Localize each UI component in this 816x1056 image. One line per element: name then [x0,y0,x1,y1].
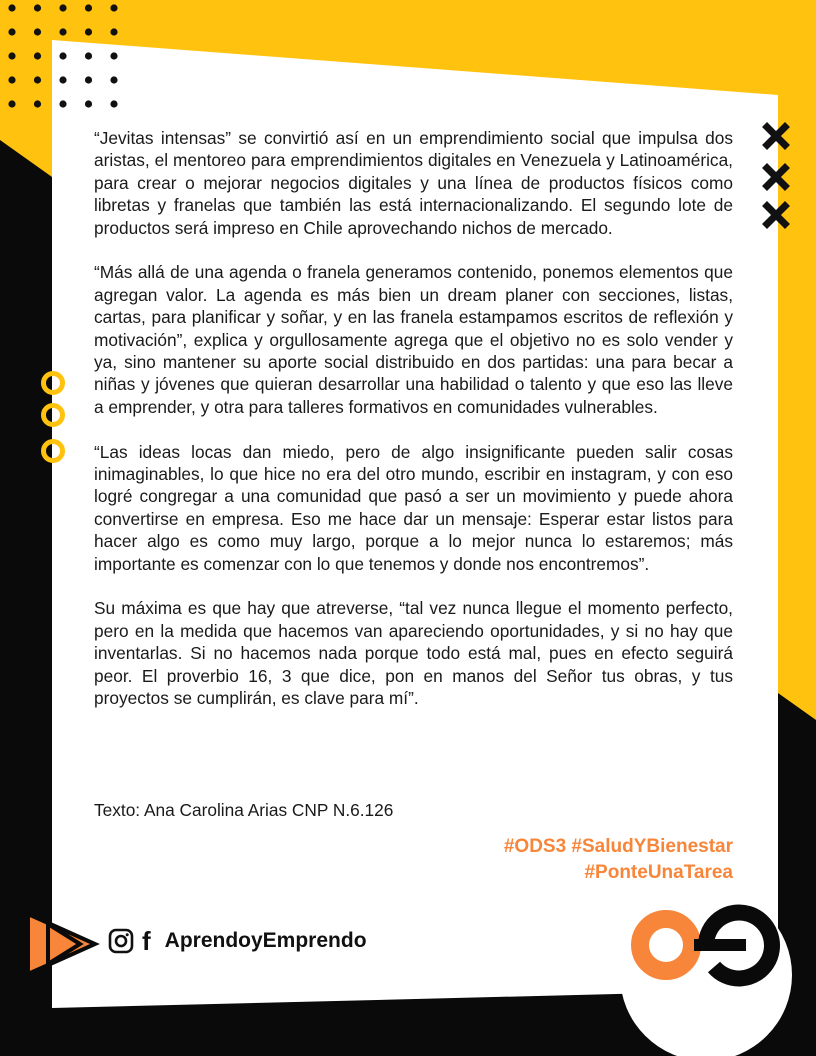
dot [34,52,41,59]
dot [59,100,66,107]
dot [59,28,66,35]
dot [8,28,15,35]
dot [8,100,15,107]
dot [110,4,117,11]
author-credit: Texto: Ana Carolina Arias CNP N.6.126 [94,800,394,820]
hashtag-line-2: #PonteUnaTarea [584,862,733,883]
hashtags [504,834,733,886]
dot [85,76,92,83]
dot [34,4,41,11]
dot [34,28,41,35]
oe-logo [620,889,792,1056]
dot [8,4,15,11]
facebook-icon[interactable]: f [142,926,151,956]
paragraph-2: “Más allá de una agenda o franela generamos contenido, ponemos elementos que agregan valor. La agenda es más bien un dream planer con secciones, listas, cartas, para planificar y soñar, y en las franela estampamos escritos de reflexión y motivación”, explica y orgullosamente agrega que el objetivo no es solo vender y ya, sino mantener su aporte social distribuido en dos partidas: una para becar a niñas y jóvenes que quieran desarrollar una habilidad o talento y que eso las lleve a emprender, y otra para talleres formativos en comunidades vulnerables. [94,262,733,417]
instagram-icon[interactable] [108,928,134,954]
dot [85,52,92,59]
dot [8,76,15,83]
dot [59,4,66,11]
paragraph-1: “Jevitas intensas” se convirtió así en un emprendimiento social que impulsa dos aristas, el mentoreo para emprendimientos digitales en Venezuela y Latinoamérica, para crear o mejorar negocios digitales y una línea de productos físicos como libretas y franelas que también las está internacionalizando. El segundo lote de productos será impreso en Chile aprovechando nichos de mercado. [94,128,733,238]
dot [8,52,15,59]
dot [110,52,117,59]
dot [85,100,92,107]
dot [59,52,66,59]
dot [34,76,41,83]
dot [34,100,41,107]
dot [85,4,92,11]
hashtag-line-1: #ODS3 #SaludYBienestar [503,836,733,857]
dot [110,28,117,35]
paragraph-3: “Las ideas locas dan miedo, pero de algo insignificante pueden salir cosas inimaginables, lo que hice no era del otro mundo, escribir en instagram, y con eso logré congregar a una comunidad que pasó a ser un movimiento y puede ahora convertirse en empresa. Eso me hace dar un mensaje: Esperar estar listos para hacer algo es como muy largo, porque a lo mejor nunca lo estaremos; más importante es comenzar con lo que tenemos y donde nos encontremos”. [94,441,733,574]
dot [110,100,117,107]
article-body [94,127,733,732]
dot [85,28,92,35]
dot [59,76,66,83]
dot [110,76,117,83]
social-handle[interactable]: AprendoyEmprendo [164,929,367,952]
paragraph-4: Su máxima es que hay que atreverse, “tal vez nunca llegue el momento perfecto, pero en la medida que hacemos van apareciendo oportunidades, y si no hay que inventarlas. Si no hacemos nada porque todo está mal, pues en efecto seguirá peor. El proverbio 16, 3 que dice, pon en manos del Señor tus obras, y tus proyectos se cumplirán, es clave para mí”. [94,598,733,709]
social-handle-row [108,928,367,954]
